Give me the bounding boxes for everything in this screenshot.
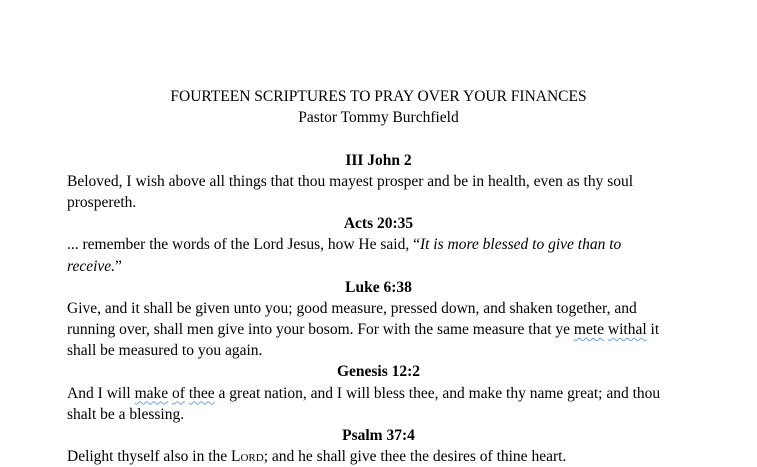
scripture-heading: Genesis 12:2 <box>336 363 421 381</box>
scripture-line <box>67 319 690 340</box>
scripture-line <box>67 404 690 425</box>
text-segment: And I will <box>67 384 135 402</box>
text-segment-italic: receive. <box>67 257 116 275</box>
scripture-line <box>67 234 690 255</box>
scripture-heading: Luke 6:38 <box>345 278 412 296</box>
scripture-line <box>67 171 690 192</box>
text-segment: it <box>646 321 660 339</box>
text-segment: shall be measured to you again. <box>67 342 263 360</box>
text-segment-wavy: of <box>172 384 185 402</box>
text-segment-wavy: mete <box>573 321 605 339</box>
document-subtitle: Pastor Tommy Burchfield <box>298 109 459 127</box>
text-segment: running over, shall men give into your bosom. For with the same measure that ye <box>67 321 574 339</box>
scripture-line <box>67 256 690 277</box>
scripture-line <box>67 298 690 319</box>
text-segment: shalt be a blessing. <box>67 405 185 423</box>
scripture-line <box>67 446 690 467</box>
text-segment: Beloved, I wish above all things that thou mayest prosper and be in health, even as thy soul <box>67 172 634 190</box>
text-segment: prospereth. <box>67 193 137 211</box>
scripture-line <box>67 192 690 213</box>
text-segment: ... remember the words of the Lord Jesus, how He said, “ <box>67 236 420 254</box>
text-segment: Delight thyself also in the <box>67 448 232 466</box>
text-segment-smallcaps: Lord <box>231 448 264 466</box>
document-title: FOURTEEN SCRIPTURES TO PRAY OVER YOUR FINANCES <box>170 88 587 105</box>
text-segment: a great nation, and I will bless thee, and make thy name great; and thou <box>214 384 661 402</box>
scripture-heading: Acts 20:35 <box>343 215 414 233</box>
text-segment: ” <box>115 257 122 275</box>
text-segment: Give, and it shall be given unto you; good measure, pressed down, and shaken together, and <box>67 299 637 317</box>
text-segment-italic: It is more blessed to give than to <box>419 236 622 254</box>
text-segment: ; and he shall give thee the desires of thine heart. <box>263 448 567 466</box>
scripture-heading: Psalm 37:4 <box>342 427 415 444</box>
text-segment-wavy: thee <box>188 384 215 402</box>
text-segment-wavy: withal <box>607 321 647 339</box>
scripture-sections <box>67 150 690 467</box>
scripture-line <box>67 383 690 404</box>
blank-line <box>67 128 690 149</box>
scripture-line <box>67 340 690 361</box>
scripture-heading: III John 2 <box>345 151 412 169</box>
text-segment-wavy: make <box>134 384 169 402</box>
